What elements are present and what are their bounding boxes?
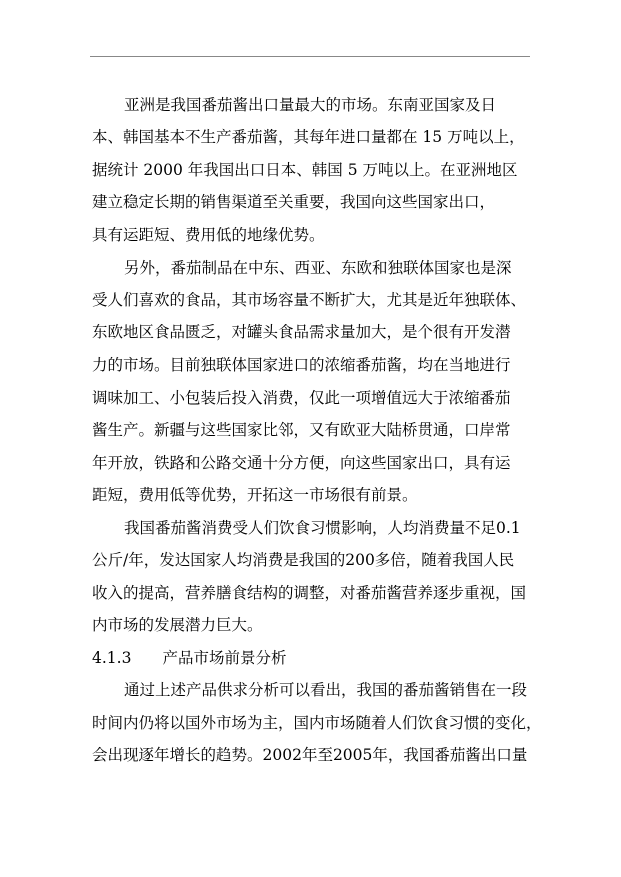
paragraph-2-line-8: 距短，费用低等优势，开拓这一市场很有前景。 [92, 486, 418, 504]
paragraph-2-line-2: 受人们喜欢的食品，其市场容量不断扩大，尤其是近年独联体、 [92, 291, 527, 309]
paragraph-4-line-3: 会出现逐年增长的趋势。2002年至2005年，我国番茄酱出口量 [92, 746, 528, 764]
paragraph-4-line-1: 通过上述产品供求分析可以看出，我国的番茄酱销售在一段 [124, 681, 528, 699]
header-rule [90, 56, 530, 57]
paragraph-2-line-7: 年开放，铁路和公路交通十分方便，向这些国家出口，具有运 [92, 454, 511, 472]
paragraph-4-line-2: 时间内仍将以国外市场为主，国内市场随着人们饮食习惯的变化， [92, 714, 542, 732]
paragraph-2-line-6: 酱生产。新疆与这些国家比邻，又有欧亚大陆桥贯通，口岸常 [92, 421, 511, 439]
paragraph-3-line-4: 内市场的发展潜力巨大。 [92, 616, 263, 634]
paragraph-1-line-3: 据统计 2000 年我国出口日本、韩国 5 万吨以上。在亚洲地区 [92, 161, 518, 179]
paragraph-3-line-2: 公斤/年，发达国家人均消费是我国的200多倍，随着我国人民 [92, 551, 515, 569]
paragraph-2-line-1: 另外，番茄制品在中东、西亚、东欧和独联体国家也是深 [124, 259, 512, 277]
section-heading: 4.1.3 产品市场前景分析 [92, 649, 287, 667]
paragraph-1-line-2: 本、韩国基本不生产番茄酱，其每年进口量都在 15 万吨以上， [92, 128, 525, 146]
paragraph-2-line-5: 调味加工、小包装后投入消费，仅此一项增值远大于浓缩番茄 [92, 389, 511, 407]
paragraph-3-line-1: 我国番茄酱消费受人们饮食习惯影响，人均消费量不足0.1 [124, 519, 521, 537]
paragraph-1-line-4: 建立稳定长期的销售渠道至关重要，我国向这些国家出口， [92, 193, 496, 211]
paragraph-3-line-3: 收入的提高，营养膳食结构的调整，对番茄酱营养逐步重视，国 [92, 584, 527, 602]
paragraph-1-line-1: 亚洲是我国番茄酱出口量最大的市场。东南亚国家及日 [124, 96, 497, 114]
paragraph-2-line-3: 东欧地区食品匮乏，对罐头食品需求量加大，是个很有开发潜 [92, 323, 511, 341]
paragraph-2-line-4: 力的市场。目前独联体国家进口的浓缩番茄酱，均在当地进行 [92, 356, 511, 374]
paragraph-1-line-5: 具有运距短、费用低的地缘优势。 [92, 226, 325, 244]
